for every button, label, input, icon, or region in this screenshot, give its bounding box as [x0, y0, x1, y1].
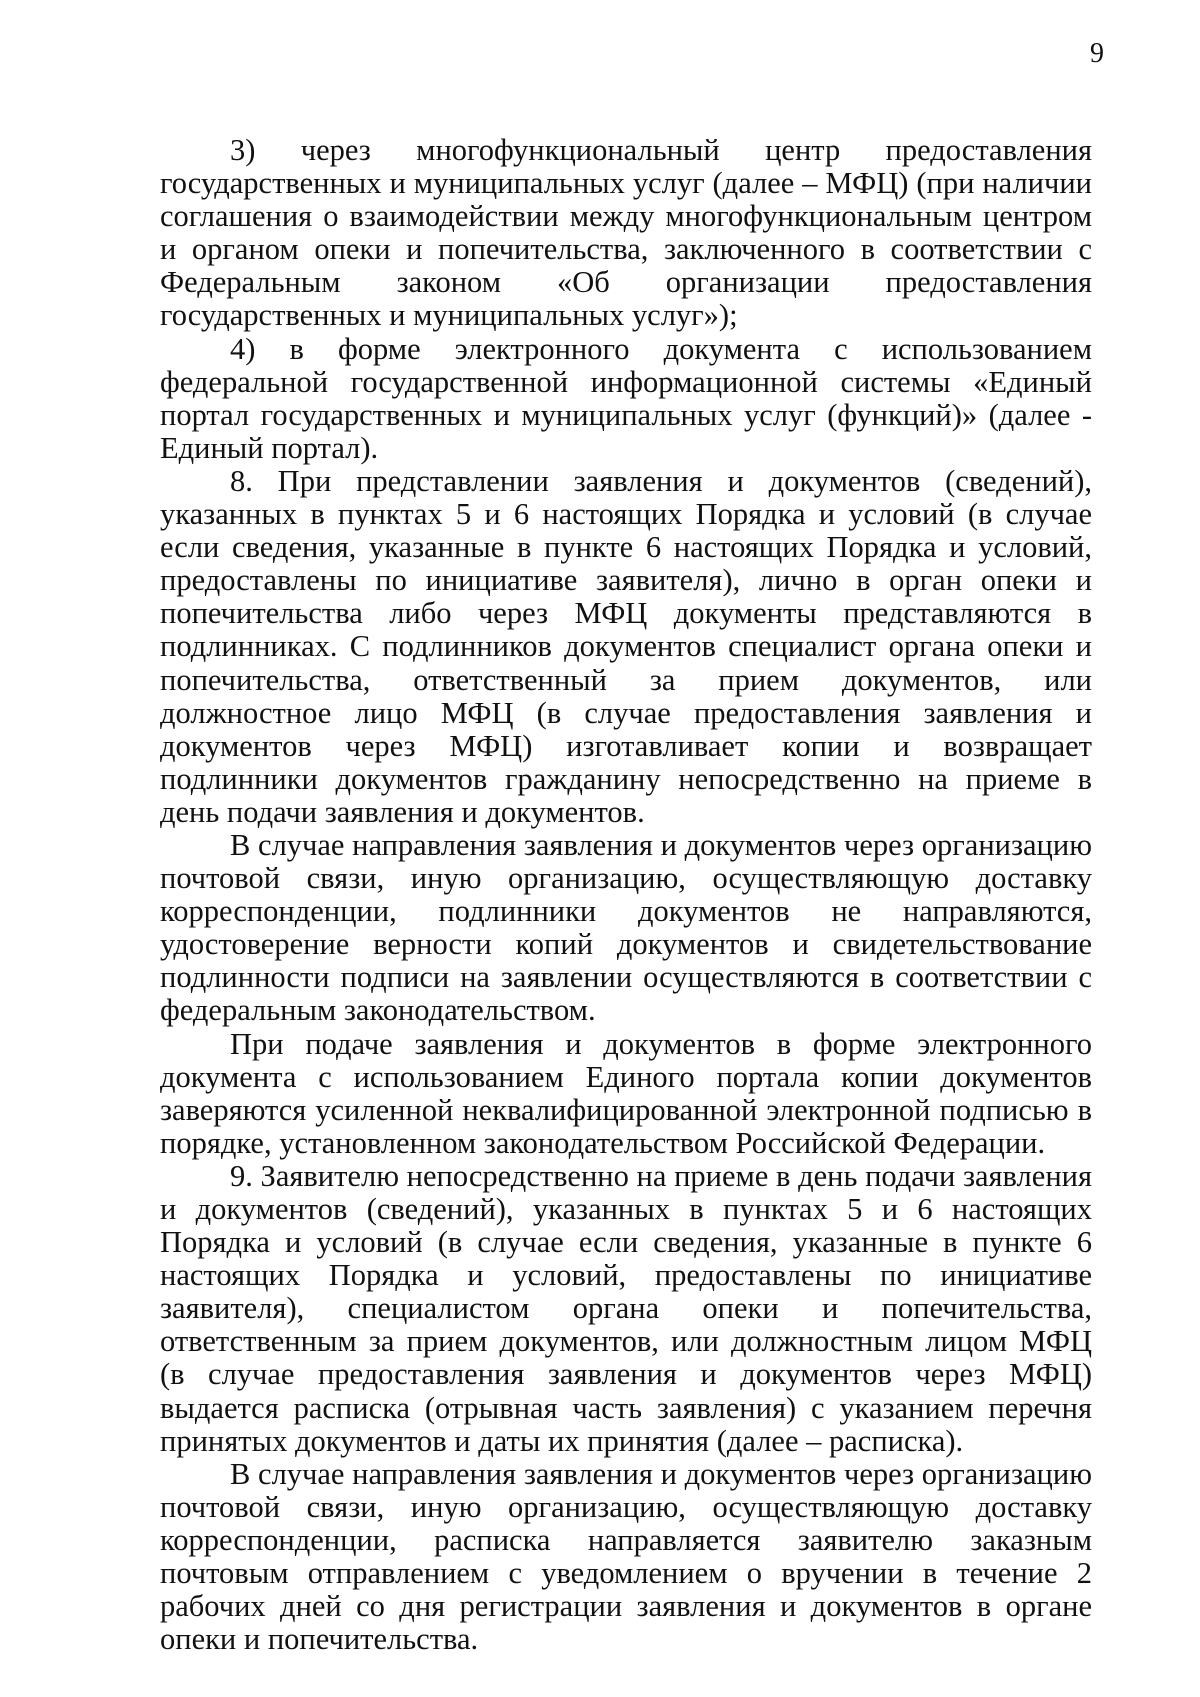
- paragraph-item-3-mfc: 3) через многофункциональный центр предоставления государственных и муниципальных услуг (далее – МФЦ) (при наличии соглашения о взаимодействии между многофункциональным центром и органом опеки и попечительства, заключенного в соответствии с Федеральным законом «Об организации предоставления государственных и муниципальных услуг»);: [160, 133, 1092, 333]
- paragraph-clause-9: 9. Заявителю непосредственно на приеме в день подачи заявления и документов (сведений), указанных в пунктах 5 и 6 настоящих Порядка и условий (в случае если сведения, указанные в пункте 6 настоящих Порядка и условий, предоставлены по инициативе заявителя), специалистом органа опеки и попечительства, ответственным за прием документов, или должностным лицом МФЦ (в случае предоставления заявления и документов через МФЦ) выдается расписка (отрывная часть заявления) с указанием перечня принятых документов и даты их принятия (далее – расписка).: [160, 1158, 1092, 1458]
- paragraph-clause-8: 8. При представлении заявления и документов (сведений), указанных в пунктах 5 и 6 настоящих Порядка и условий (в случае если сведения, указанные в пункте 6 настоящих Порядка и условий, предоставлены по инициативе заявителя), лично в орган опеки и попечительства либо через МФЦ документы представляются в подлинниках. С подлинников документов специалист органа опеки и попечительства, ответственный за прием документов, или должностное лицо МФЦ (в случае предоставления заявления и документов через МФЦ) изготавливает копии и возвращает подлинники документов гражданину непосредственно на приеме в день подачи заявления и документов.: [160, 463, 1092, 829]
- paragraph-electronic-submission: При подаче заявления и документов в форме электронного документа с использованием Единого портала копии документов заверяются усиленной неквалифицированной электронной подписью в порядке, установленном законодательством Российской Федерации.: [160, 1026, 1092, 1160]
- paragraph-item-4-electronic: 4) в форме электронного документа с использованием федеральной государственной информационной системы «Единый портал государственных и муниципальных услуг (функций)» (далее - Единый портал).: [160, 331, 1092, 465]
- document-body: [160, 134, 1092, 1656]
- page-number: 9: [1090, 38, 1104, 69]
- paragraph-postal-delivery: В случае направления заявления и документов через организацию почтовой связи, иную организацию, осуществляющую доставку корреспонденции, подлинники документов не направляются, удостоверение верности копий документов и свидетельствование подлинности подписи на заявлении осуществляются в соответствии с федеральным законодательством.: [160, 827, 1092, 1028]
- paragraph-postal-receipt: В случае направления заявления и документов через организацию почтовой связи, иную организацию, осуществляющую доставку корреспонденции, расписка направляется заявителю заказным почтовым отправлением с уведомлением о вручении в течение 2 рабочих дней со дня регистрации заявления и документов в органе опеки и попечительства.: [160, 1456, 1092, 1657]
